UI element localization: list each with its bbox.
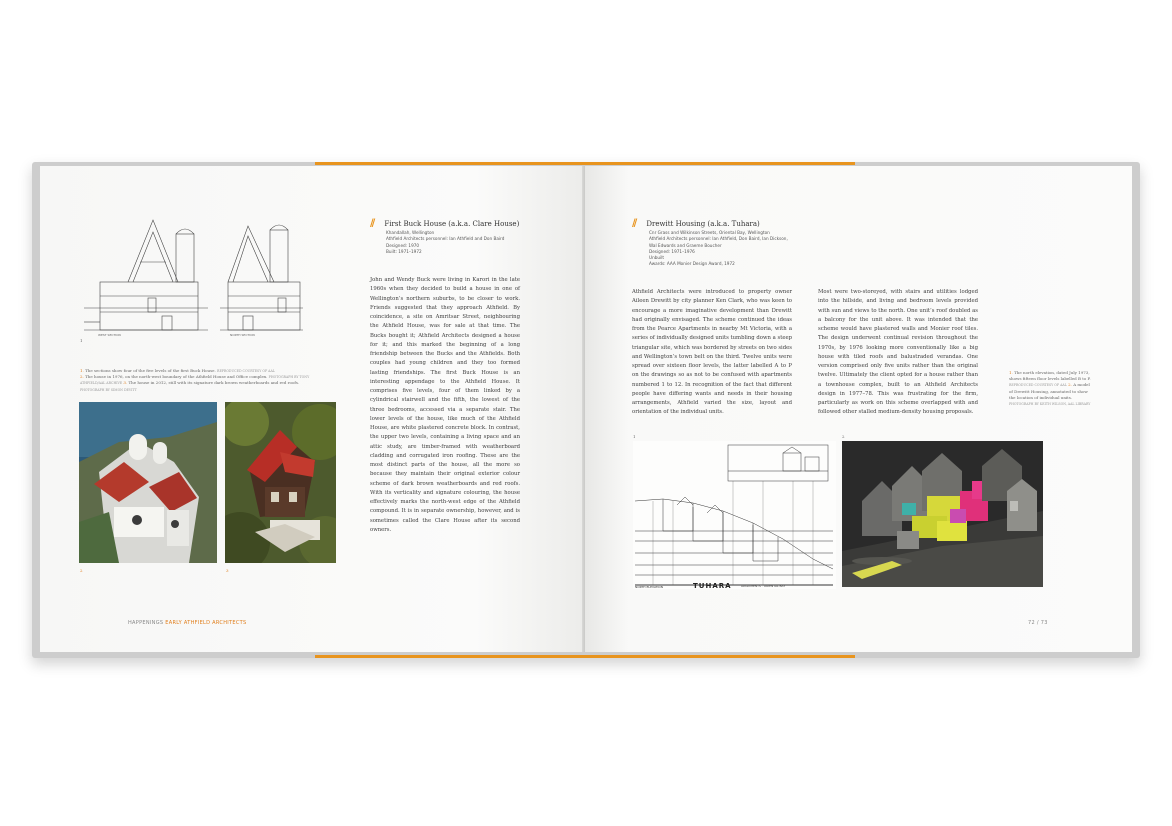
left-page (40, 166, 585, 652)
drawing-number: 1 (633, 434, 636, 439)
meta-line: Awards: AAA Monier Design Award, 1972 (649, 261, 735, 267)
photo-2-number: 2 (80, 568, 83, 573)
caption-2-credit: PHOTOGRAPH BY KEITH WILSON, AAL LIBRARY (1009, 402, 1091, 407)
section-title: First Buck House (a.k.a. Clare House) (384, 220, 520, 228)
caption-1-credit: REPRODUCED COURTESY OF AAL (1009, 383, 1067, 388)
body-text-buck: John and Wendy Buck were living in Karori in the late 1960s when they decided to build a house in one of Wellington’s northern suburbs, to be closer to work. Friends suggested that they approach Athfield. By coincidence, a site on Amritsar Street, neighbouring the Athfield House, was for sale at that time. The Bucks bought it; Athfield Architects designed a house for it; and this marked the beginning of a long friendship between the Bucks and the Athfields. Both couples had young children and they too formed lasting friendships. The first Buck House is an interesting appendage to the Athfield House. It comprises five levels, four of them linked by a cylindrical stairwell and the fifth, the lowest of the three bedrooms, accessed via a separate stair. The lower levels of the house, like much of the Athfield House, are white plastered concrete block. In contrast, the upper two levels, containing a living space and an attic study, are timber-framed with weatherboard cladding and corrugated iron roofing. These are the most distinct parts of the house, all the more so because they maintain their original exterior colour scheme of dark brown weatherboards and red roofs. With its verticality and signature colouring, the house effectively marks the north-west edge of the Athfield compound. It is in separate ownership, however, and is sometimes called the Clare House after its second owners. (370, 277, 520, 533)
top-orange-band-right (605, 162, 855, 165)
top-orange-band-left (315, 162, 605, 165)
footer-chapter: EARLY ATHFIELD ARCHITECTS (165, 620, 247, 626)
north-elevation-drawing (633, 441, 836, 589)
meta-line: Designed: 1971–1976 (649, 248, 695, 254)
section-heading-drewitt (632, 211, 760, 230)
meta-line: Designed: 1970 (386, 242, 420, 248)
meta-line: Khandallah, Wellington (386, 230, 435, 235)
section-marker-icon: // (370, 218, 374, 229)
section-drawings (78, 212, 308, 342)
left-caption (80, 368, 320, 393)
caption-3-number: 3. (123, 380, 128, 386)
footer-book-title: HAPPENINGS (128, 620, 164, 626)
caption-2-text: The house in 1976, on the north-west boundary of the Athfield House and Office complex. (85, 374, 268, 380)
elevation-label: NORTH ELEVATION (635, 585, 663, 589)
caption-2-credit: PHOTOGRAPH BY TONY ATHFIELD/AAL ARCHIVE (80, 375, 310, 386)
page-numbers: 72 / 73 (1028, 620, 1048, 626)
meta-line: Athfield Architects personnel: Ian Athfield and Don Baird (386, 236, 505, 242)
caption-1-text: The north elevation, dated July 1973, shows fifteen floor levels labelled B to P. (1009, 370, 1091, 382)
project-meta (386, 230, 566, 255)
bottom-orange-band-right (605, 655, 855, 658)
meta-line: Athfield Architects personnel: Ian Athfield, Don Baird, Ian Dickson, (649, 236, 788, 242)
photo-3-number: 3 (226, 568, 229, 573)
right-page (585, 166, 1132, 652)
open-book (32, 162, 1140, 658)
right-caption (1009, 370, 1094, 407)
photo-buck-house-1976 (79, 402, 217, 563)
meta-line: Built: 1971–1972 (386, 248, 422, 254)
body-text-drewitt-col1: Athfield Architects were introduced to property owner Aileen Drewitt by city planner Ken Clark, who was keen to encourage a more imaginative development than Drewitt had originally envisaged. The scheme continued the ideas from the Pearce Apartments in nearby Mt Victoria, with a series of individually designed units tumbling down a steep triangular site, which was bordered by streets on two sides and Wellington’s town belt on the third. Twelve units were spread over sixteen floor levels, the latter labelled A to P on the drawings so as not to be confused with apartments numbered 1 to 12. In recognition of the fact that different people have differing wants and needs in their housing arrangements, Athfield varied the size, layout and orientation of the individual units. (632, 289, 792, 416)
caption-2-text: A model of Drewitt Housing, annotated to show the location of individual units. (1009, 382, 1090, 400)
caption-1-number: 1. (1009, 370, 1013, 375)
caption-1-number: 1. (80, 368, 84, 373)
photo-buck-house-2012 (225, 402, 336, 563)
section-heading-buck (370, 211, 519, 230)
drewitt-model-photo (842, 441, 1043, 587)
svg-text:NORTH SECTION: NORTH SECTION (230, 333, 255, 337)
svg-text:WEST SECTION: WEST SECTION (98, 333, 121, 337)
caption-2-number: 2. (1068, 382, 1072, 388)
meta-line: Cnr Grass and Wilkinson Streets, Oriental Bay, Wellington (649, 230, 770, 235)
meta-line: Unbuilt (649, 255, 664, 261)
section-marker-icon: // (632, 218, 636, 229)
caption-3-credit: PHOTOGRAPH BY SIMON DEVITT (80, 387, 137, 392)
drawing-number: 1 (80, 338, 83, 343)
running-footer (128, 620, 246, 626)
caption-3-text: The house in 2012, still with its signature dark brown weatherboards and red roofs. (128, 380, 300, 386)
section-title: Drewitt Housing (a.k.a. Tuhara) (646, 220, 760, 228)
body-text-drewitt-col2: Most were two-storeyed, with stairs and utilities lodged into the hillside, and living and bedroom levels provided with sun and views to the north. One unit’s roof doubled as a balcony for the unit above. It was intended that the scheme would have plastered walls and Monier roof tiles. The design underwent continual revision throughout the 1970s, by 1976 looking more conventionally like a big house with tiled roofs and balustraded verandas. One version comprised only five units rather than the original twelve. Ultimately the client opted for a house rather than a townhouse complex, built to an Athfield Architects design in 1977–78. This was frustrating for the firm, particularly as work on this scheme overlapped with and followed other stalled medium-density housing proposals. (818, 289, 978, 416)
caption-2-number: 2. (80, 374, 84, 380)
bottom-orange-band-left (315, 655, 605, 658)
caption-1-credit: REPRODUCED COURTESY OF AAL (217, 369, 275, 373)
caption-1-text: The sections show four of the five levels of the first Buck House. (85, 368, 216, 373)
drawing-subtitle: APARTMENTS · ORIENTAL BAY (741, 584, 786, 588)
meta-line: Wal Edwards and Graeme Boucher (649, 242, 722, 248)
drawing-title: TUHARA (693, 582, 732, 589)
model-number: 2 (842, 434, 845, 439)
project-meta (649, 230, 849, 268)
